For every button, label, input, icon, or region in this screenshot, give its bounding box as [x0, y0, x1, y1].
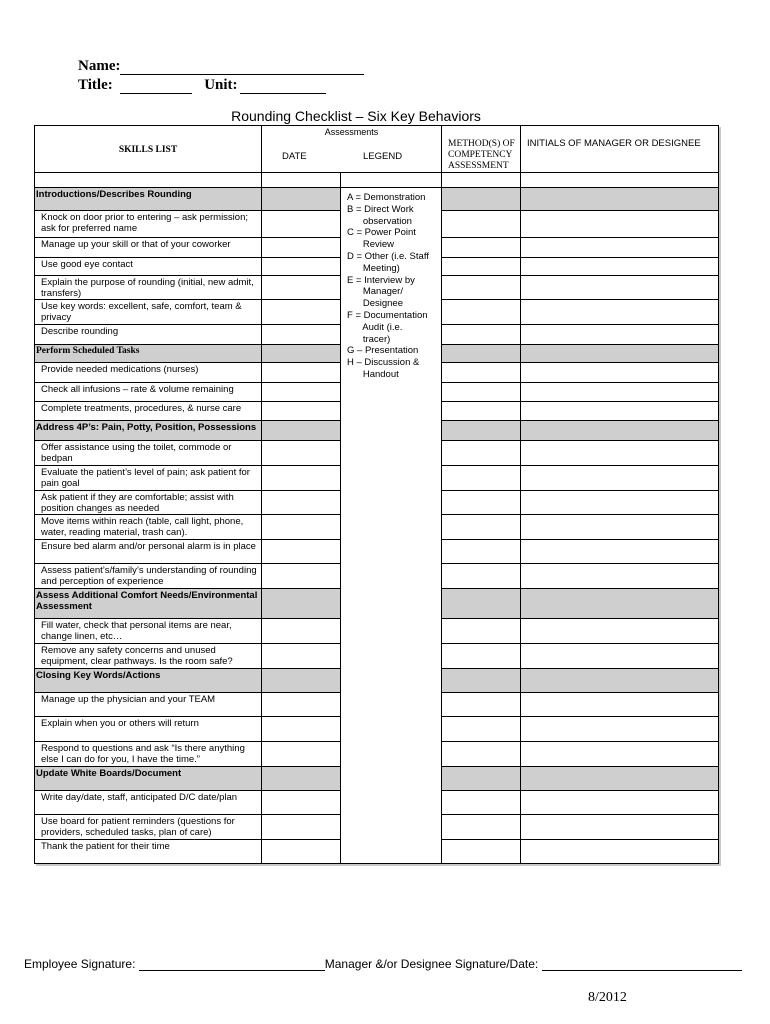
method-cell[interactable] [442, 491, 521, 515]
method-cell[interactable] [442, 383, 521, 402]
spacer-row [35, 173, 719, 188]
initials-cell[interactable] [521, 325, 719, 345]
section-title: Perform Scheduled Tasks [35, 345, 262, 363]
method-cell[interactable] [442, 742, 521, 767]
method-cell[interactable] [442, 325, 521, 345]
skill-item: Check all infusions – rate & volume remaining [35, 383, 262, 402]
skill-item: Provide needed medications (nurses) [35, 363, 262, 383]
initials-cell[interactable] [521, 644, 719, 669]
skill-item: Explain the purpose of rounding (initial, new admit, transfers) [35, 276, 262, 300]
legend-text: A = Demonstration B = Direct Work observation C = Power Point Review D = Other (i.e. Staff Meeting) E = Interview by Manager/ Designee F = Documentation Audit (i.e. tracer) G – Presentation H – Discussion & Handout [347, 192, 429, 380]
skill-item: Thank the patient for their time [35, 840, 262, 864]
employee-signature-line[interactable] [139, 958, 325, 971]
initials-cell[interactable] [521, 693, 719, 717]
method-cell[interactable] [442, 515, 521, 540]
initials-cell[interactable] [521, 466, 719, 491]
skill-item: Manage up the physician and your TEAM [35, 693, 262, 717]
method-cell[interactable] [442, 791, 521, 815]
initials-cell[interactable] [521, 840, 719, 864]
employee-signature-label: Employee Signature: [24, 957, 136, 971]
skill-item: Assess patient’s/family’s understanding of rounding and perception of experience [35, 564, 262, 589]
skill-item: Remove any safety concerns and unused equipment, clear pathways. Is the room safe? [35, 644, 262, 669]
section-title: Address 4P’s: Pain, Potty, Position, Possessions [35, 421, 262, 441]
initials-cell[interactable] [521, 258, 719, 276]
title-unit-row [78, 77, 326, 94]
date-cell[interactable] [262, 325, 341, 345]
document-title: Rounding Checklist – Six Key Behaviors [231, 108, 481, 124]
initials-cell[interactable] [521, 211, 719, 238]
section-title: Assess Additional Comfort Needs/Environmental Assessment [35, 589, 262, 619]
initials-cell[interactable] [521, 515, 719, 540]
manager-signature-line[interactable] [542, 958, 742, 971]
skill-item: Knock on door prior to entering – ask permission; ask for preferred name [35, 211, 262, 238]
skill-item: Write day/date, staff, anticipated D/C date/plan [35, 791, 262, 815]
initials-cell[interactable] [521, 383, 719, 402]
section-row [35, 188, 719, 211]
signature-row [24, 957, 742, 971]
initials-cell[interactable] [521, 363, 719, 383]
method-cell[interactable] [442, 815, 521, 840]
skill-item: Fill water, check that personal items are near, change linen, etc… [35, 619, 262, 644]
method-cell[interactable] [442, 211, 521, 238]
date-cell[interactable] [262, 402, 341, 421]
skill-item: Evaluate the patient’s level of pain; ask patient for pain goal [35, 466, 262, 491]
method-cell[interactable] [442, 693, 521, 717]
date-cell[interactable] [262, 383, 341, 402]
date-cell[interactable] [262, 644, 341, 669]
skill-item: Explain when you or others will return [35, 717, 262, 742]
section-title: Introductions/Describes Rounding [35, 188, 262, 211]
skill-item: Describe rounding [35, 325, 262, 345]
date-cell[interactable] [262, 211, 341, 238]
method-cell[interactable] [442, 402, 521, 421]
date-cell[interactable] [262, 742, 341, 767]
date-cell[interactable] [262, 619, 341, 644]
skill-item: Ensure bed alarm and/or personal alarm is in place [35, 540, 262, 564]
initials-cell[interactable] [521, 815, 719, 840]
initials-cell[interactable] [521, 238, 719, 258]
initials-cell[interactable] [521, 402, 719, 421]
date-header: DATE [282, 151, 307, 162]
date-cell[interactable] [262, 258, 341, 276]
method-cell[interactable] [442, 717, 521, 742]
assessments-label: Assessments [324, 127, 379, 137]
initials-cell[interactable] [521, 540, 719, 564]
title-label: Title: [78, 77, 113, 93]
method-cell[interactable] [442, 441, 521, 466]
initials-cell[interactable] [521, 564, 719, 589]
initials-cell[interactable] [521, 717, 719, 742]
skill-item: Offer assistance using the toilet, commode or bedpan [35, 441, 262, 466]
method-cell[interactable] [442, 564, 521, 589]
date-cell[interactable] [262, 363, 341, 383]
section-title: Closing Key Words/Actions [35, 669, 262, 693]
section-title: Update White Boards/Document [35, 767, 262, 791]
date-cell[interactable] [262, 276, 341, 300]
method-cell[interactable] [442, 540, 521, 564]
skill-item: Move items within reach (table, call light, phone, water, reading material, trash can). [35, 515, 262, 540]
unit-underline[interactable] [240, 79, 326, 94]
initials-cell[interactable] [521, 742, 719, 767]
method-cell[interactable] [442, 258, 521, 276]
initials-cell[interactable] [521, 791, 719, 815]
initials-cell[interactable] [521, 276, 719, 300]
date-cell[interactable] [262, 815, 341, 840]
name-underline[interactable] [120, 60, 364, 75]
initials-header: INITIALS OF MANAGER OR DESIGNEE [521, 126, 719, 173]
date-cell[interactable] [262, 791, 341, 815]
method-cell[interactable] [442, 276, 521, 300]
method-cell[interactable] [442, 644, 521, 669]
date-cell[interactable] [262, 717, 341, 742]
method-cell[interactable] [442, 238, 521, 258]
method-header: METHOD(S) OF COMPETENCY ASSESSMENT [442, 126, 521, 173]
name-field[interactable] [78, 58, 364, 75]
initials-cell[interactable] [521, 619, 719, 644]
name-label: Name: [78, 58, 121, 74]
method-cell[interactable] [442, 840, 521, 864]
legend-header: LEGEND [363, 151, 403, 162]
table-header-row [35, 126, 719, 173]
legend-cell [341, 188, 442, 864]
skill-item: Complete treatments, procedures, & nurse care [35, 402, 262, 421]
skill-item: Use key words: excellent, safe, comfort, team & privacy [35, 300, 262, 325]
skills-list-header: SKILLS LIST [35, 126, 262, 173]
method-cell[interactable] [442, 363, 521, 383]
checklist-table [34, 125, 719, 864]
initials-cell[interactable] [521, 300, 719, 325]
date-cell[interactable] [262, 238, 341, 258]
date-cell[interactable] [262, 466, 341, 491]
revision-date: 8/2012 [588, 990, 627, 1005]
method-cell[interactable] [442, 466, 521, 491]
manager-signature-label: Manager &/or Designee Signature/Date: [324, 957, 539, 971]
date-cell[interactable] [262, 540, 341, 564]
title-underline[interactable] [120, 79, 192, 94]
date-cell[interactable] [262, 840, 341, 864]
date-cell[interactable] [262, 441, 341, 466]
skill-item: Respond to questions and ask “Is there anything else I can do for you, I have the time.” [35, 742, 262, 767]
date-cell[interactable] [262, 300, 341, 325]
date-cell[interactable] [262, 515, 341, 540]
method-cell[interactable] [442, 300, 521, 325]
date-cell[interactable] [262, 693, 341, 717]
skill-item: Ask patient if they are comfortable; assist with position changes as needed [35, 491, 262, 515]
initials-cell[interactable] [521, 441, 719, 466]
skill-item: Manage up your skill or that of your coworker [35, 238, 262, 258]
initials-cell[interactable] [521, 491, 719, 515]
skill-item: Use board for patient reminders (questions for providers, scheduled tasks, plan of care) [35, 815, 262, 840]
unit-label: Unit: [204, 77, 238, 93]
date-cell[interactable] [262, 564, 341, 589]
date-cell[interactable] [262, 491, 341, 515]
method-cell[interactable] [442, 619, 521, 644]
skill-item: Use good eye contact [35, 258, 262, 276]
assessments-header [262, 126, 442, 173]
